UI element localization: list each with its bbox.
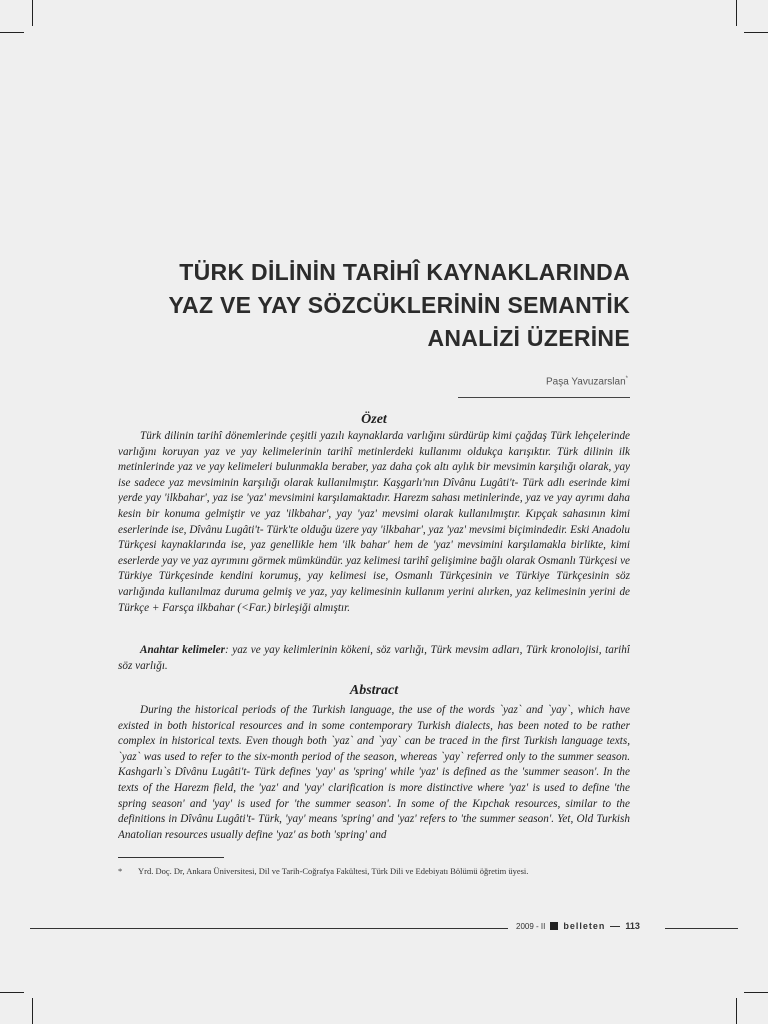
ozet-text: Türk dilinin tarihî dönemlerinde çeşitli yazılı kaynaklarda varlığını sürdürüp kimi çağdaş Türk lehçelerinde varlığını koruyan yaz ve yay kelimelerinin tarihî metinlerdeki kullanımı oldukça karışıktır. Türk dilinin ilk metinlerinde yaz ve yay kelimeleri bulunmakla beraber, yaz daha çok altı aylık bir mevsimin karşılığı olarak, yay ise sadece yaz mevsiminin karşılığı olarak kullanılmıştır. Kaşgarlı'nın Dîvânu Lugâti't- Türk adlı eserinde kimi yerde yay 'ilkbahar', yaz ise 'yaz' mevsimini karşılamaktadır. Harezm sahası metinlerinde, yaz ve yay ayrımı daha kesin bir konuma gelmiştir ve yaz 'ilkbahar', yay 'yaz' mevsimi olarak kullanılmıştır. Kıpçak sahasının kimi eserlerinde ise, Dîvânu Lugâti't- Türk'te olduğu üzere yay 'ilkbahar', yaz 'yaz' mevsimi biçimindedir. Eski Anadolu Türkçesi kaynaklarında ise, yaz genellikle hem 'ilk bahar' hem de 'yaz' mevsimini karşılamakla birlikte, kimi eserlerde yay ve yaz ayrımını görmek mümkündür. yaz kelimesi tarihî gelişimine bağlı olarak Osmanlı Türkçesi ve Türkiye Türkçesinde kendini korumuş, yay kelimesi ise, Osmanlı Türkçesinin ve Türkiye Türkçesinin söz varlığında kullanılmaz duruma gelmiş ve yaz, yay kelimesinin kullanım yerini alırken, yaz kelimesinin yerini de Türkçe + Farsça ilkbahar (<Far.) birleşiği almıştır.	[118, 430, 630, 614]
footnote-divider	[118, 857, 224, 858]
title-line: YAZ VE YAY SÖZCÜKLERİNİN SEMANTİK	[168, 292, 630, 318]
page-number: 113	[625, 921, 640, 931]
dash-divider	[610, 926, 620, 927]
abstract-paragraph	[118, 703, 630, 853]
keywords	[118, 643, 630, 675]
abstract-heading: Abstract	[349, 683, 399, 698]
crop-mark	[736, 0, 737, 26]
crop-mark	[32, 998, 33, 1024]
footer-rule-right	[665, 928, 738, 929]
journal-name: belleten	[563, 921, 606, 931]
crop-mark	[744, 32, 768, 33]
article-title	[120, 256, 630, 355]
crop-mark	[32, 0, 33, 26]
author	[546, 376, 628, 387]
ozet-paragraph	[118, 429, 630, 639]
title-line: ANALİZİ ÜZERİNE	[427, 325, 630, 351]
footnote	[118, 866, 630, 876]
page-footer	[516, 921, 640, 931]
ozet-heading: Özet	[361, 412, 387, 427]
keywords-text: : yaz ve yay kelimlerinin kökeni, söz varlığı, Türk mevsim adları, Türk kronolojisi, tarihî söz varlığı.	[118, 644, 630, 672]
crop-mark	[736, 998, 737, 1024]
author-footnote-mark: *	[625, 376, 628, 382]
author-name: Paşa Yavuzarslan	[545, 376, 626, 388]
crop-mark	[0, 32, 24, 33]
title-line: TÜRK DİLİNİN TARİHÎ KAYNAKLARINDA	[179, 259, 630, 285]
square-bullet-icon	[550, 922, 558, 930]
crop-mark	[744, 992, 768, 993]
crop-mark	[0, 992, 24, 993]
footnote-mark: *	[118, 866, 123, 876]
abstract-text: During the historical periods of the Turkish language, the use of the words `yaz` and `yay`, which have existed in both historical resources and in some contemporary Turkish dialects, has been noted to be rather complex in historical texts. Even though both `yaz` and `yay` can be traced in the first Turkish language texts, `yaz` was used to refer to the six-month period of the season, whereas `yay` referred only to the summer season. Kashgarlı`s Dîvânu Lugâti't- Türk defines 'yay' as 'spring' while 'yaz' is defined as the 'summer season'. In the texts of the Harezm field, the 'yaz' and 'yay' clarification is more distinctive where 'yaz' is used to define 'the spring season' and 'yay' is used for 'the summer season'. In some of the Kıpchak resources, similar to the definitions in Dîvânu Lugâti't- Türk, 'yay' means 'spring' and 'yaz' refers to 'the summer season'. Yet, Old Turkish Anatolian resources usually define 'yaz' as both 'spring' and	[118, 704, 630, 841]
keywords-label: Anahtar kelimeler	[140, 644, 225, 656]
issue-label: 2009 - II	[516, 921, 546, 931]
footer-rule-left	[30, 928, 508, 929]
footnote-text: Yrd. Doç. Dr, Ankara Üniversitesi, Dil ve Tarih-Coğrafya Fakültesi, Türk Dili ve Edebiyatı Bölümü öğretim üyesi.	[138, 866, 529, 876]
author-divider	[458, 397, 630, 398]
